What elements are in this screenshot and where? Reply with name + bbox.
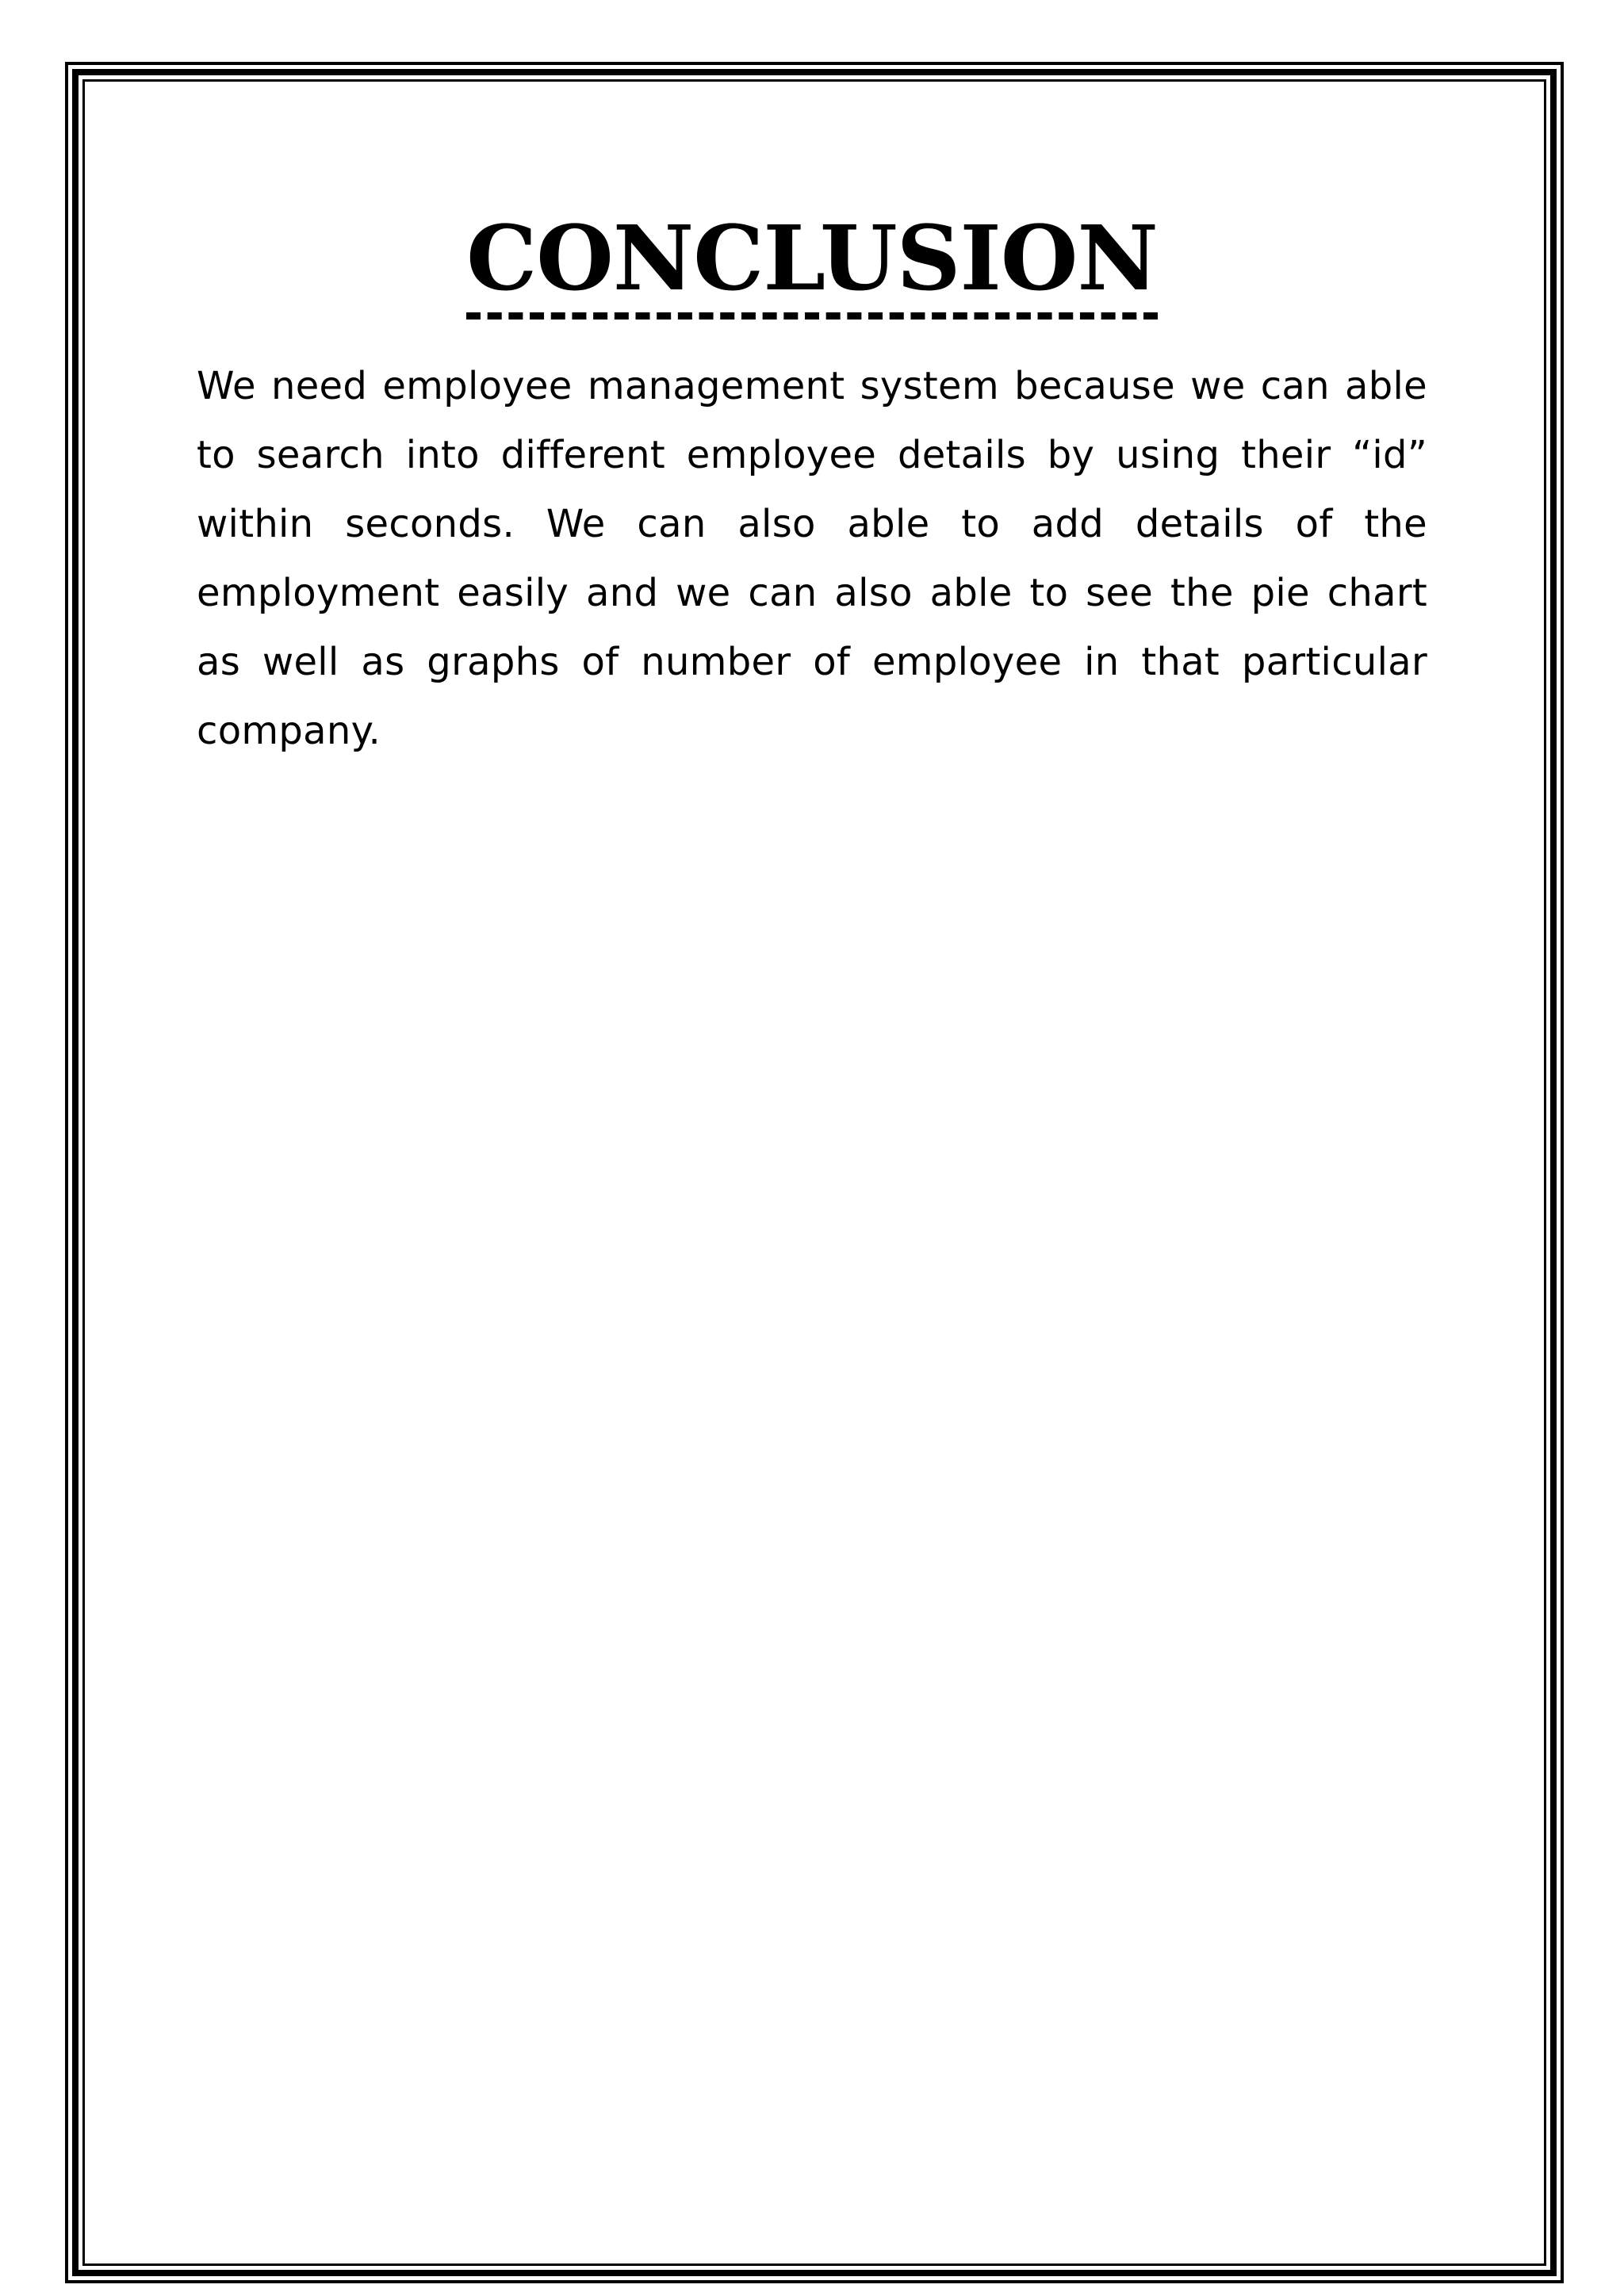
conclusion-paragraph: We need employee management system because we can able to search into different employee details by using their “id” within seconds. We can also able to add details of the employment easily and we can also able to see the pie chart as well as graphs of number of employee in that particular company. [197,364,1427,753]
page-title [0,208,1624,320]
page-title-text: CONCLUSION [466,208,1158,320]
